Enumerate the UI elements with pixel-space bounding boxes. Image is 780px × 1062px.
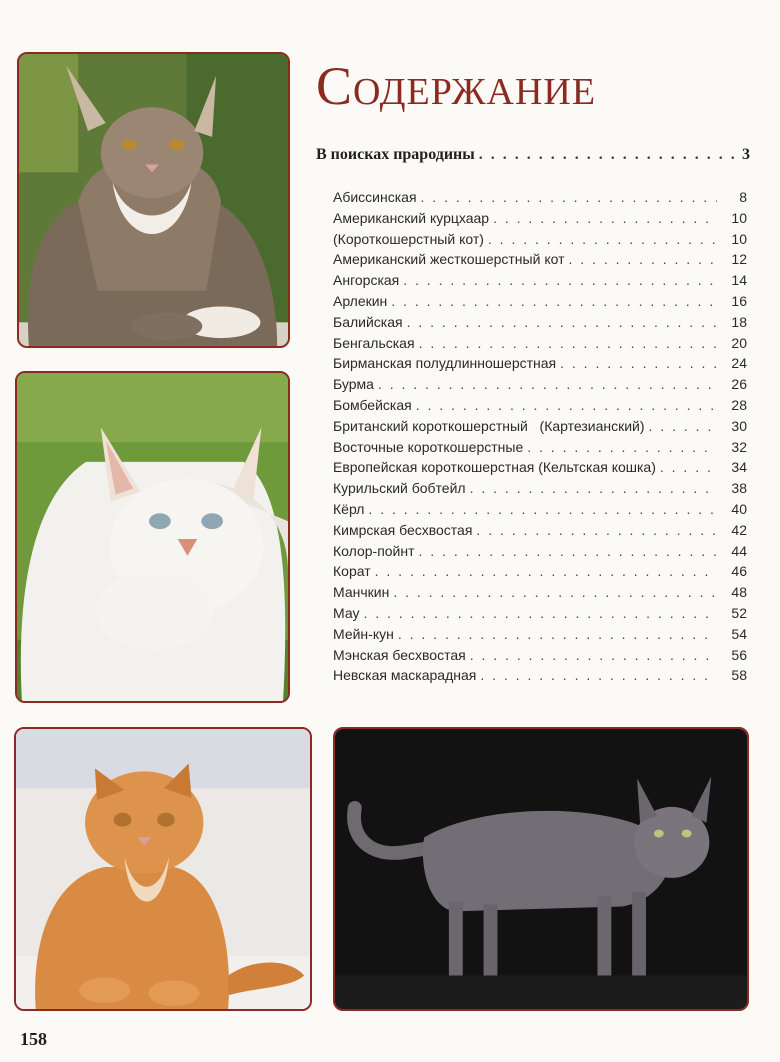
toc-entry[interactable]	[333, 501, 747, 522]
photo-grey-cat-walking	[333, 727, 749, 1011]
toc-entry-page: 20	[731, 334, 747, 351]
toc-entry-page: 30	[731, 417, 747, 434]
toc-leader-dots	[527, 439, 717, 455]
toc-entry-name: (Короткошерстный кот)	[333, 230, 484, 247]
toc-entry-name: Курильский бобтейл	[333, 480, 466, 497]
toc-entry-name: Бирманская полудлинношерстная	[333, 355, 557, 372]
photo-white-cat	[15, 371, 290, 703]
table-of-contents	[333, 189, 747, 688]
toc-entry-name: Мэнская бесхвостая	[333, 646, 466, 663]
toc-entry-page: 44	[731, 542, 747, 559]
toc-entry[interactable]	[333, 418, 747, 439]
toc-entry-page: 34	[731, 459, 747, 476]
toc-entry-page: 32	[731, 438, 747, 455]
toc-entry-name: Мейн-кун	[333, 625, 394, 642]
toc-leader-dots	[407, 314, 717, 330]
toc-entry[interactable]	[333, 293, 747, 314]
toc-entry[interactable]	[333, 272, 747, 293]
toc-leader-dots	[470, 647, 717, 663]
toc-entry-page: 26	[731, 376, 747, 393]
toc-main-entry[interactable]	[316, 146, 750, 164]
toc-entry-name: Колор-пойнт	[333, 542, 415, 559]
toc-entry-page: 14	[731, 272, 747, 289]
toc-entry-name: Абиссинская	[333, 189, 417, 205]
toc-entry-name: Британский короткошерстный (Картезианский)	[333, 417, 645, 434]
toc-entry[interactable]	[333, 397, 747, 418]
toc-leader-dots	[375, 563, 717, 579]
toc-entry[interactable]	[333, 335, 747, 356]
toc-entry[interactable]	[333, 605, 747, 626]
toc-entry-name: Восточные короткошерстные	[333, 438, 524, 455]
toc-leader-dots	[493, 210, 717, 226]
toc-entry[interactable]	[333, 626, 747, 647]
toc-entry-page: 42	[731, 521, 747, 538]
toc-leader-dots	[403, 272, 717, 288]
toc-entry-name: Американский курцхаар	[333, 209, 490, 226]
toc-entry-page: 10	[731, 209, 747, 226]
toc-leader-dots	[470, 480, 717, 496]
toc-entry-page: 38	[731, 480, 747, 497]
toc-entry-page: 28	[731, 396, 747, 413]
toc-entry[interactable]	[333, 189, 747, 210]
toc-leader-dots	[416, 397, 717, 413]
toc-entry-name: Мау	[333, 604, 360, 621]
toc-main-entry-name: В поисках прародины	[316, 146, 475, 163]
toc-entry-page: 24	[731, 355, 747, 372]
toc-entry[interactable]	[333, 647, 747, 668]
toc-leader-dots	[479, 146, 738, 164]
toc-leader-dots	[419, 543, 717, 559]
toc-entry-name: Корат	[333, 563, 371, 580]
toc-entry[interactable]	[333, 522, 747, 543]
toc-entry[interactable]	[333, 355, 747, 376]
toc-leader-dots	[398, 626, 717, 642]
toc-entry-name: Европейская короткошерстная (Кельтская кошка)	[333, 459, 656, 476]
toc-entry[interactable]	[333, 251, 747, 272]
toc-entry-name: Бурма	[333, 376, 374, 393]
toc-entry-name: Невская маскарадная	[333, 667, 477, 684]
toc-entry-name: Кимрская бесхвостая	[333, 521, 473, 538]
photo-tabby-longhair-cat	[17, 52, 290, 348]
toc-entry-name: Ангорская	[333, 272, 400, 289]
page-title: Содержание	[316, 56, 597, 116]
toc-entry-page: 18	[731, 313, 747, 330]
toc-leader-dots	[421, 189, 717, 205]
toc-entry[interactable]	[333, 480, 747, 501]
toc-entry-page: 12	[731, 251, 747, 268]
toc-leader-dots	[476, 522, 717, 538]
toc-entry-page: 48	[731, 584, 747, 601]
toc-entry[interactable]	[333, 314, 747, 335]
toc-entry-page: 56	[731, 646, 747, 663]
toc-entry[interactable]	[333, 231, 747, 252]
toc-entry-page: 52	[731, 604, 747, 621]
toc-entry[interactable]	[333, 439, 747, 460]
toc-leader-dots	[419, 335, 717, 351]
photo-ginger-fold-kitten	[14, 727, 312, 1011]
toc-leader-dots	[560, 355, 717, 371]
toc-leader-dots	[660, 459, 717, 475]
toc-entry[interactable]	[333, 376, 747, 397]
page-number: 158	[20, 1029, 47, 1049]
toc-entry[interactable]	[333, 543, 747, 564]
toc-leader-dots	[480, 667, 717, 683]
toc-entry-name: Кёрл	[333, 500, 365, 517]
toc-main-entry-page: 3	[742, 146, 750, 163]
toc-leader-dots	[363, 605, 717, 621]
toc-entry[interactable]	[333, 210, 747, 231]
toc-entry-page: 54	[731, 625, 747, 642]
toc-entry-page: 58	[731, 667, 747, 684]
toc-entry[interactable]	[333, 667, 747, 688]
toc-entry-page: 46	[731, 563, 747, 580]
toc-entry-name: Американский жесткошерстный кот	[333, 251, 565, 268]
toc-entry-page: 8	[739, 189, 747, 205]
toc-entry-name: Бенгальская	[333, 334, 415, 351]
toc-leader-dots	[378, 376, 717, 392]
toc-entry-name: Манчкин	[333, 584, 390, 601]
toc-leader-dots	[569, 251, 718, 267]
toc-entry-name: Бомбейская	[333, 396, 412, 413]
toc-entry-page: 10	[731, 230, 747, 247]
toc-entry-name: Балийская	[333, 313, 403, 330]
toc-entry-page: 40	[731, 500, 747, 517]
toc-entry[interactable]	[333, 563, 747, 584]
toc-entry-name: Арлекин	[333, 292, 388, 309]
toc-leader-dots	[391, 293, 717, 309]
toc-entry[interactable]	[333, 584, 747, 605]
toc-leader-dots	[649, 418, 717, 434]
toc-entry-page: 16	[731, 292, 747, 309]
toc-leader-dots	[488, 231, 717, 247]
toc-leader-dots	[393, 584, 717, 600]
toc-entry[interactable]	[333, 459, 747, 480]
toc-leader-dots	[368, 501, 717, 517]
